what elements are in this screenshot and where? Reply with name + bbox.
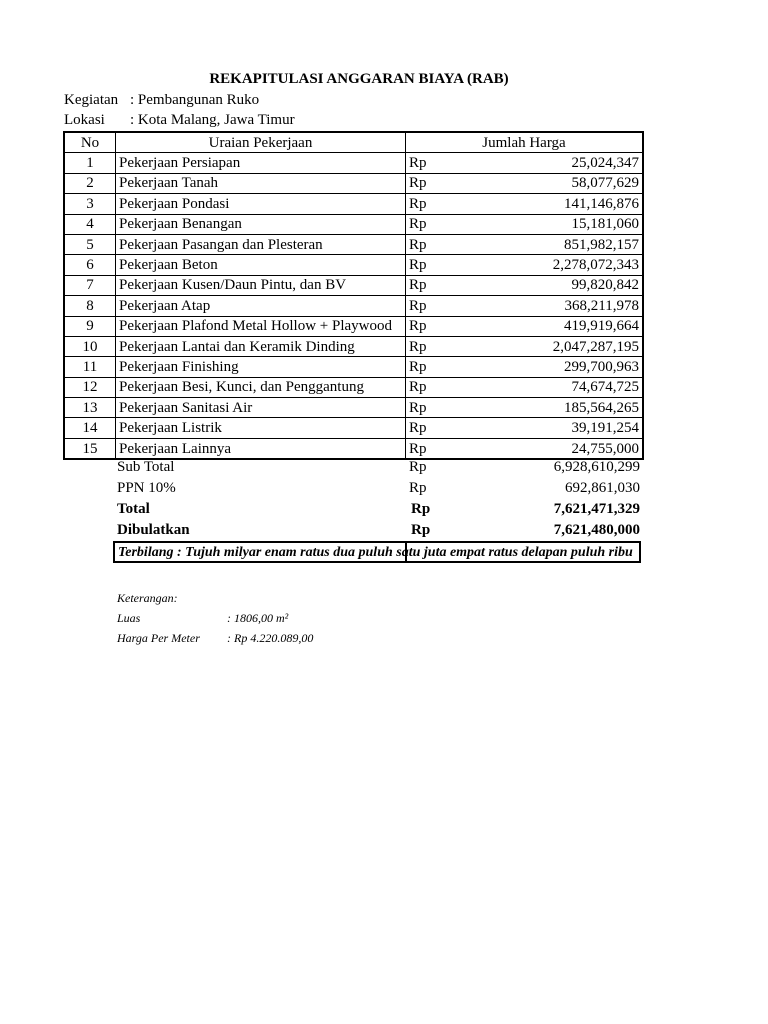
table-row [64, 173, 643, 193]
row-no: 15 [64, 438, 116, 459]
harga-value: : Rp 4.220.089,00 [227, 631, 314, 645]
table-row [64, 153, 643, 173]
table-row [64, 214, 643, 234]
terbilang-text: Terbilang : Tujuh milyar enam ratus dua puluh satu juta empat ratus delapan puluh ribu [118, 545, 633, 560]
row-currency: Rp [406, 438, 453, 459]
header-uraian: Uraian Pekerjaan [116, 132, 406, 153]
row-currency: Rp [406, 255, 453, 275]
row-amount: 24,755,000 [452, 438, 643, 459]
rab-table [63, 131, 644, 460]
row-amount: 851,982,157 [452, 234, 643, 254]
row-currency: Rp [406, 377, 453, 397]
row-amount: 25,024,347 [452, 153, 643, 173]
luas-value: : 1806,00 m² [227, 611, 289, 625]
row-amount: 15,181,060 [452, 214, 643, 234]
row-amount: 39,191,254 [452, 418, 643, 438]
subtotal-label: Sub Total [117, 459, 175, 475]
row-no: 4 [64, 214, 116, 234]
ppn-label: PPN 10% [117, 480, 176, 496]
table-row [64, 316, 643, 336]
document-title: REKAPITULASI ANGGARAN BIAYA (RAB) [209, 71, 509, 87]
row-amount: 419,919,664 [452, 316, 643, 336]
row-no: 5 [64, 234, 116, 254]
row-currency: Rp [406, 296, 453, 316]
ppn-amount: 692,861,030 [565, 480, 640, 496]
ppn-currency: Rp [409, 480, 427, 496]
table-row [64, 377, 643, 397]
subtotal-currency: Rp [409, 459, 427, 475]
row-no: 11 [64, 357, 116, 377]
row-no: 3 [64, 194, 116, 214]
row-uraian: Pekerjaan Lantai dan Keramik Dinding [116, 336, 406, 356]
row-amount: 2,047,287,195 [452, 336, 643, 356]
row-uraian: Pekerjaan Plafond Metal Hollow + Playwood [116, 316, 406, 336]
row-no: 6 [64, 255, 116, 275]
row-currency: Rp [406, 357, 453, 377]
row-amount: 99,820,842 [452, 275, 643, 295]
row-uraian: Pekerjaan Lainnya [116, 438, 406, 459]
table-body [64, 153, 643, 459]
row-uraian: Pekerjaan Besi, Kunci, dan Penggantung [116, 377, 406, 397]
table-row [64, 296, 643, 316]
row-amount: 74,674,725 [452, 377, 643, 397]
kegiatan-row [64, 92, 259, 109]
row-no: 2 [64, 173, 116, 193]
row-uraian: Pekerjaan Tanah [116, 173, 406, 193]
dibulatkan-currency: Rp [411, 522, 431, 538]
row-amount: 141,146,876 [452, 194, 643, 214]
table-header-row [64, 132, 643, 153]
row-uraian: Pekerjaan Pondasi [116, 194, 406, 214]
row-uraian: Pekerjaan Persiapan [116, 153, 406, 173]
table-row [64, 357, 643, 377]
row-no: 14 [64, 418, 116, 438]
row-currency: Rp [406, 194, 453, 214]
lokasi-value: : Kota Malang, Jawa Timur [130, 112, 295, 128]
row-amount: 58,077,629 [452, 173, 643, 193]
row-uraian: Pekerjaan Sanitasi Air [116, 398, 406, 418]
row-no: 1 [64, 153, 116, 173]
row-uraian: Pekerjaan Atap [116, 296, 406, 316]
header-jumlah: Jumlah Harga [406, 132, 644, 153]
row-uraian: Pekerjaan Finishing [116, 357, 406, 377]
row-currency: Rp [406, 275, 453, 295]
row-currency: Rp [406, 153, 453, 173]
row-no: 8 [64, 296, 116, 316]
kegiatan-value: : Pembangunan Ruko [130, 92, 260, 108]
row-amount: 368,211,978 [452, 296, 643, 316]
row-uraian: Pekerjaan Listrik [116, 418, 406, 438]
row-currency: Rp [406, 214, 453, 234]
luas-label: Luas [117, 611, 141, 625]
row-currency: Rp [406, 398, 453, 418]
table-row [64, 336, 643, 356]
row-currency: Rp [406, 418, 453, 438]
header-no: No [64, 132, 116, 153]
table-row [64, 275, 643, 295]
kegiatan-label: Kegiatan [64, 92, 119, 108]
table-row [64, 418, 643, 438]
table-row [64, 194, 643, 214]
dibulatkan-amount: 7,621,480,000 [553, 522, 640, 538]
table-row [64, 234, 643, 254]
row-no: 9 [64, 316, 116, 336]
row-currency: Rp [406, 173, 453, 193]
subtotal-amount: 6,928,610,299 [553, 459, 640, 475]
row-currency: Rp [406, 234, 453, 254]
dibulatkan-label: Dibulatkan [117, 522, 190, 538]
row-amount: 299,700,963 [452, 357, 643, 377]
row-uraian: Pekerjaan Pasangan dan Plesteran [116, 234, 406, 254]
row-uraian: Pekerjaan Kusen/Daun Pintu, dan BV [116, 275, 406, 295]
lokasi-label: Lokasi [64, 112, 105, 128]
row-amount: 185,564,265 [452, 398, 643, 418]
keterangan-heading: Keterangan: [117, 591, 178, 605]
terbilang-box [113, 541, 641, 563]
row-no: 10 [64, 336, 116, 356]
total-amount: 7,621,471,329 [553, 501, 640, 517]
row-uraian: Pekerjaan Beton [116, 255, 406, 275]
table-row [64, 438, 643, 459]
row-uraian: Pekerjaan Benangan [116, 214, 406, 234]
row-no: 12 [64, 377, 116, 397]
table-row [64, 255, 643, 275]
row-amount: 2,278,072,343 [452, 255, 643, 275]
row-currency: Rp [406, 336, 453, 356]
lokasi-row [64, 112, 295, 129]
table-row [64, 398, 643, 418]
harga-row [117, 631, 313, 646]
harga-label: Harga Per Meter [117, 631, 200, 645]
row-no: 13 [64, 398, 116, 418]
row-no: 7 [64, 275, 116, 295]
luas-row [117, 611, 288, 626]
row-currency: Rp [406, 316, 453, 336]
total-label: Total [117, 501, 150, 517]
total-currency: Rp [411, 501, 431, 517]
